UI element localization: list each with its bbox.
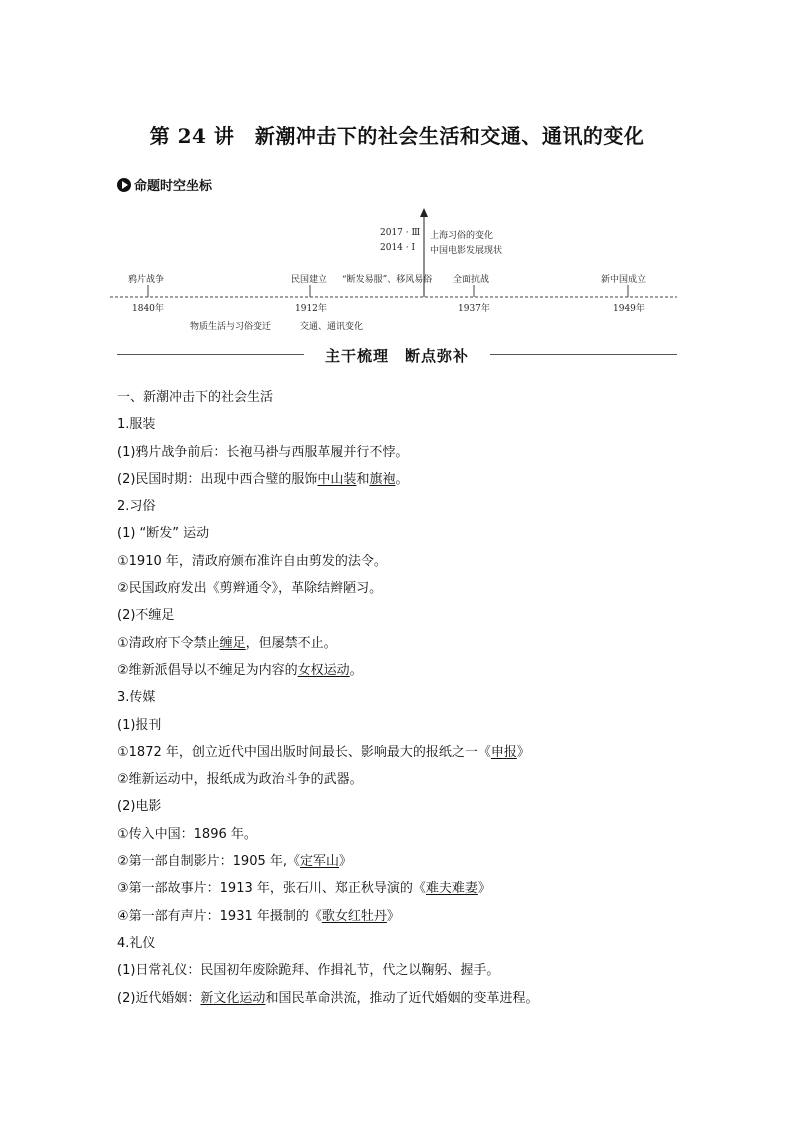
- paragraph: (1)日常礼仪：民国初年废除跪拜、作揖礼节，代之以鞠躬、握手。: [117, 963, 500, 979]
- paragraph: (1) “断发” 运动: [117, 526, 210, 542]
- key-term: 缠足: [219, 635, 246, 651]
- paragraph: ②维新运动中，报纸成为政治斗争的武器。: [117, 772, 363, 788]
- divider-label: 主干梳理 断点弥补: [324, 347, 469, 365]
- timeline-year: 1840年: [132, 304, 164, 314]
- timeline-period: 交通、通讯变化: [300, 322, 364, 332]
- paragraph: ②维新派倡导以不缠足为内容的女权运动。: [117, 662, 363, 678]
- paragraph: ①清政府下令禁止缠足，但屡禁不止。: [117, 635, 337, 651]
- content-body: [117, 387, 697, 1015]
- key-term: 定军山: [300, 854, 340, 870]
- paragraph: ④第一部有声片：1931 年摄制的《歌女红牡丹》: [117, 908, 400, 924]
- key-term: 旗袍: [369, 471, 396, 487]
- timeline-diagram: [110, 205, 690, 335]
- paragraph: (1)鸦片战争前后：长袍马褂与西服革履并行不悖。: [117, 444, 409, 460]
- subheading-media: 3.传媒: [117, 690, 156, 706]
- exam-tag: 2017 · Ⅲ: [380, 228, 421, 238]
- paragraph: (2)民国时期：出现中西合璧的服饰中山装和旗袍。: [117, 471, 409, 487]
- section-heading-label: 命题时空坐标: [134, 179, 213, 194]
- play-icon: [117, 178, 131, 192]
- timeline-event: 新中国成立: [601, 275, 647, 285]
- exam-tag: 2014 · Ⅰ: [380, 243, 416, 253]
- section-heading: [117, 175, 212, 194]
- exam-topic: 中国电影发展现状: [430, 246, 503, 256]
- timeline-year: 1949年: [613, 304, 645, 314]
- subheading-clothing: 1.服装: [117, 417, 156, 433]
- timeline-event: 全面抗战: [453, 275, 490, 285]
- timeline-lines: [110, 205, 690, 335]
- timeline-event: “断发易服”、移风易俗: [342, 275, 433, 285]
- section-divider: [117, 345, 677, 365]
- paragraph: ②第一部自制影片：1905 年,《定军山》: [117, 854, 353, 870]
- timeline-year: 1912年: [295, 304, 327, 314]
- page-title: 第 24 讲 新潮冲击下的社会生活和交通、通讯的变化: [149, 124, 645, 148]
- subheading-etiquette: 4.礼仪: [117, 935, 156, 951]
- key-term: 申报: [490, 744, 517, 760]
- paragraph: ①1872 年，创立近代中国出版时间最长、影响最大的报纸之一《申报》: [117, 744, 530, 760]
- paragraph: (1)报刊: [117, 717, 162, 733]
- key-term: 女权运动: [297, 662, 350, 678]
- paragraph: ③第一部故事片：1913 年，张石川、郑正秋导演的《难夫难妻》: [117, 881, 491, 897]
- paragraph: (2)近代婚姻：新文化运动和国民革命洪流，推动了近代婚姻的变革进程。: [117, 990, 539, 1006]
- key-term: 歌女红牡丹: [321, 908, 387, 924]
- key-term: 新文化运动: [200, 990, 266, 1006]
- key-term: 中山装: [317, 471, 357, 487]
- subheading-customs: 2.习俗: [117, 499, 156, 515]
- timeline-event: 民国建立: [291, 275, 328, 285]
- paragraph: ①1910 年，清政府颁布准许自由剪发的法令。: [117, 553, 387, 569]
- timeline-event: 鸦片战争: [128, 275, 165, 285]
- exam-topic: 上海习俗的变化: [430, 231, 494, 241]
- divider-line-right: [490, 354, 677, 355]
- paragraph: ②民国政府发出《剪辫通令》，革除结辫陋习。: [117, 581, 383, 597]
- timeline-period: 物质生活与习俗变迁: [190, 322, 272, 332]
- paragraph: (2)电影: [117, 799, 162, 815]
- paragraph: (2)不缠足: [117, 608, 175, 624]
- timeline-year: 1937年: [458, 304, 490, 314]
- paragraph: ①传入中国：1896 年。: [117, 826, 257, 842]
- heading-level-1: 一、新潮冲击下的社会生活: [117, 390, 274, 405]
- key-term: 难夫难妻: [425, 881, 478, 897]
